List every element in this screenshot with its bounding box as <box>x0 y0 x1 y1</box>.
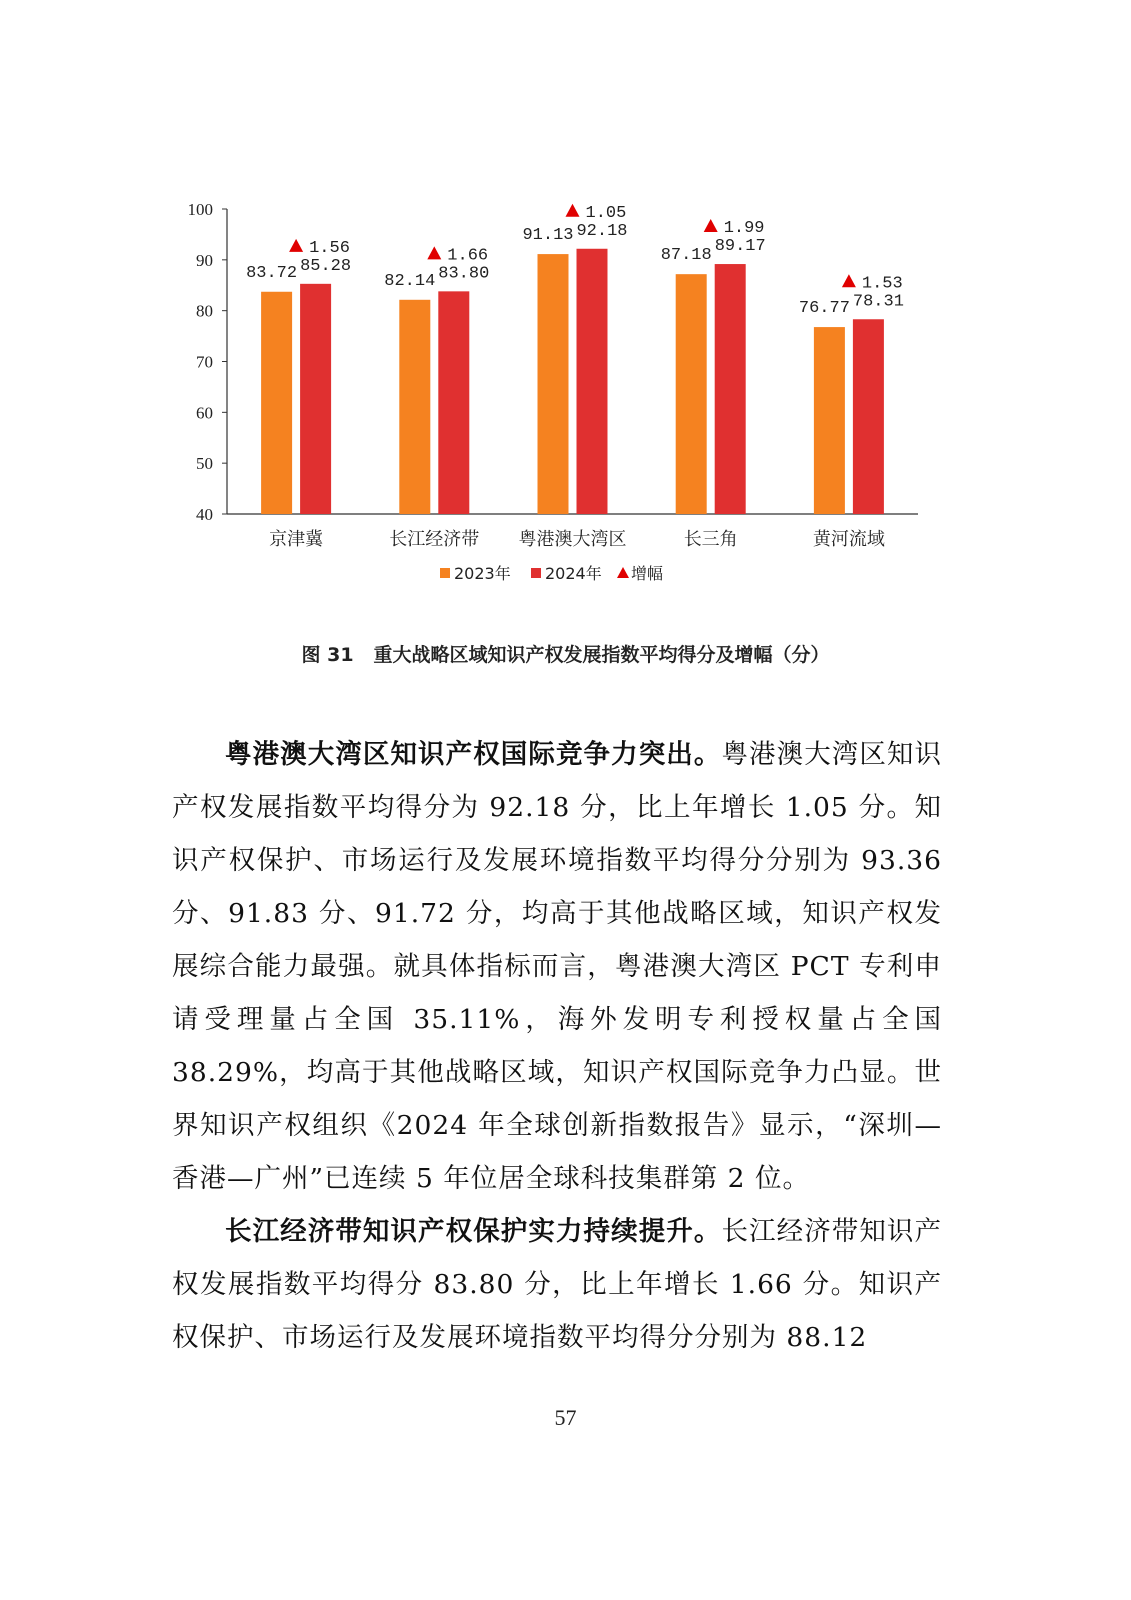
value-label-2024: 83.80 <box>438 264 490 284</box>
y-tick-label: 90 <box>196 250 213 270</box>
figure-number: 图 31 <box>301 644 354 666</box>
category-label: 长江经济带 <box>389 529 480 550</box>
bar-2024 <box>300 284 331 514</box>
bar-2024 <box>438 291 469 514</box>
value-label-2023: 76.77 <box>798 299 850 319</box>
increase-label: 1.53 <box>861 274 903 294</box>
bar-2024 <box>715 264 746 514</box>
y-tick-label: 60 <box>196 403 213 423</box>
value-label-2023: 83.72 <box>246 263 298 283</box>
category-label: 长三角 <box>683 529 738 550</box>
category-label: 黄河流域 <box>812 529 885 550</box>
data-labels <box>246 204 904 318</box>
value-label-2023: 87.18 <box>660 246 712 266</box>
value-label-2024: 78.31 <box>852 292 904 312</box>
increase-marker <box>289 239 303 252</box>
bar-2024 <box>577 249 608 514</box>
increase-marker <box>566 204 580 217</box>
bars <box>261 249 884 514</box>
page-number: 57 <box>554 1405 577 1430</box>
legend-swatch <box>440 568 450 578</box>
value-label-2023: 82.14 <box>384 271 436 291</box>
bar-2023 <box>676 274 707 514</box>
increase-label: 1.56 <box>309 238 350 258</box>
bar-2023 <box>538 254 569 514</box>
increase-label: 1.05 <box>585 203 627 223</box>
body-text <box>172 728 942 1364</box>
paragraph-text: 粤港澳大湾区知识产权发展指数平均得分为 92.18 分，比上年增长 1.05 分。知识产权保护、市场运行及发展环境指数平均得分分别为 93.36 分、91.83 分、91.72 分，均高于其他战略区域，知识产权发展综合能力最强。就具体指标而言，粤港澳大湾区 PCT 专利申请受理量占全国 35.11%，海外发明专利授权量占全国 38.29%，均高于其他战略区域，知识产权国际竞争力凸显。世界知识产权组织《2024 年全球创新指数报告》显示，“深圳—香港—广州”已连续 5 年位居全球科技集群第 2 位。 <box>172 739 943 1194</box>
y-tick-label: 40 <box>196 505 213 524</box>
paragraph-text: 长江经济带知识产权发展指数平均得分 83.80 分，比上年增长 1.66 分。知识产权保护、市场运行及发展环境指数平均得分分别为 88.12 <box>172 1216 943 1353</box>
category-label: 京津冀 <box>269 529 324 550</box>
legend-label: 增幅 <box>631 564 664 583</box>
y-tick-label: 100 <box>187 200 213 219</box>
bar-2023 <box>399 300 430 514</box>
increase-marker <box>427 246 441 259</box>
bar-2023 <box>261 292 292 514</box>
y-tick-label: 80 <box>196 301 213 321</box>
paragraph <box>172 728 942 1205</box>
value-label-2024: 92.18 <box>576 221 628 241</box>
legend-label: 2024年 <box>545 564 602 583</box>
legend <box>440 564 663 583</box>
bar-2023 <box>814 327 845 514</box>
legend-marker <box>617 567 629 578</box>
increase-label: 1.99 <box>723 219 765 239</box>
figure-title: 重大战略区域知识产权发展指数平均得分及增幅（分） <box>373 644 830 666</box>
increase-marker <box>704 219 718 232</box>
increase-label: 1.66 <box>447 246 489 266</box>
category-labels <box>269 529 885 550</box>
paragraph <box>172 1205 942 1364</box>
value-label-2023: 91.13 <box>522 226 574 246</box>
bar-2024 <box>853 319 884 514</box>
y-tick-label: 50 <box>196 454 213 474</box>
y-tick-label: 70 <box>196 352 213 372</box>
legend-swatch <box>531 568 541 578</box>
category-label: 粤港澳大湾区 <box>518 529 627 550</box>
paragraph-lead: 长江经济带知识产权保护实力持续提升。 <box>225 1216 722 1247</box>
increase-marker <box>842 274 856 287</box>
legend-label: 2023年 <box>454 564 511 583</box>
bar-chart <box>0 0 1131 620</box>
value-label-2024: 89.17 <box>714 237 766 257</box>
value-label-2024: 85.28 <box>300 256 352 276</box>
figure-caption <box>0 640 1131 667</box>
paragraph-lead: 粤港澳大湾区知识产权国际竞争力突出。 <box>225 739 722 770</box>
